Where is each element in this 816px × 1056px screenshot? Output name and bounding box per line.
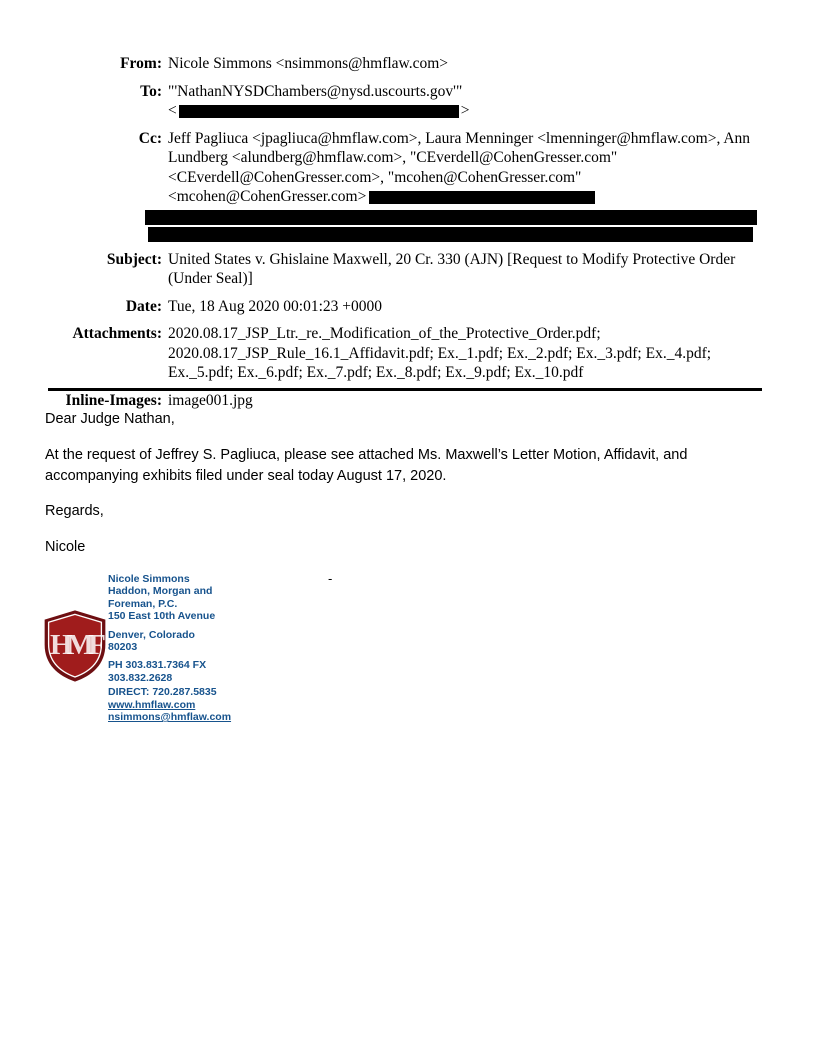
body-paragraph: At the request of Jeffrey S. Pagliuca, please see attached Ms. Maxwell’s Letter Motion, Affidavit, and accompanying exhibits filed under seal today August 17, 2020.	[45, 447, 688, 484]
signature-direct-line: DIRECT: 720.287.5835	[108, 686, 217, 699]
signature-firm-line2: Foreman, P.C.	[108, 597, 178, 610]
header-value-to	[168, 82, 766, 121]
header-label-to: To:	[140, 82, 162, 100]
stray-mark: -	[328, 571, 333, 586]
to-bracket-open: <	[168, 102, 177, 119]
signature-block	[108, 573, 278, 723]
signature-address-line1: 150 East 10th Avenue	[108, 610, 216, 623]
signature-address-line3: 80203	[108, 641, 138, 654]
signature-firm-line1: Haddon, Morgan and	[108, 585, 213, 598]
redaction-bar-cc-block-1	[145, 210, 757, 225]
email-body	[45, 409, 745, 572]
to-address-line1: "'NathanNYSDChambers@nysd.uscourts.gov'"	[168, 82, 463, 100]
email-header	[40, 54, 766, 410]
header-value-inline-images: image001.jpg	[168, 391, 253, 409]
header-body-divider	[48, 388, 762, 391]
signature-website-link[interactable]: www.hmflaw.com	[108, 698, 196, 711]
header-value-from: Nicole Simmons <nsimmons@hmflaw.com>	[168, 55, 449, 72]
header-label-attachments: Attachments:	[72, 325, 162, 342]
signature-name: Nicole Simmons	[108, 573, 190, 585]
salutation: Dear Judge Nathan,	[45, 411, 175, 427]
header-value-date: Tue, 18 Aug 2020 00:01:23 +0000	[168, 297, 382, 315]
to-bracket-close: >	[460, 102, 470, 119]
signature-phone-line1: PH 303.831.7364 FX	[108, 659, 207, 672]
hmf-shield-logo-icon	[42, 609, 108, 683]
signature-phone-line2: 303.832.2628	[108, 671, 173, 684]
cc-address-list: Jeff Pagliuca <jpagliuca@hmflaw.com>, Laura Menninger <lmenninger@hmflaw.com>, Ann Lundberg <alundberg@hmflaw.com>, "CEverdell@CohenGresser.com" <CEverdell@CohenGresser.com>, "mcohen@CohenGresser.com" <mcohen@CohenGresser.com>	[168, 129, 751, 205]
signature-address-line2: Denver, Colorado	[108, 628, 195, 641]
header-label-subject: Subject:	[106, 250, 162, 268]
header-label-inline-images: Inline-Images:	[65, 391, 162, 409]
logo-monogram-text: HMF	[50, 628, 100, 661]
header-value-attachments: 2020.08.17_JSP_Ltr._re._Modification_of_the_Protective_Order.pdf; 2020.08.17_JSP_Rule_16.1_Affidavit.pdf; Ex._1.pdf; Ex._2.pdf; Ex._3.pdf; Ex._4.pdf; Ex._5.pdf; Ex._6.pdf; Ex._7.pdf; Ex._8.pdf; Ex._9.pdf; Ex._10.pdf	[168, 325, 712, 381]
redaction-bar-cc-block-2	[148, 227, 753, 242]
redaction-bar-cc-inline	[369, 191, 595, 204]
header-value-subject: United States v. Ghislaine Maxwell, 20 Cr. 330 (AJN) [Request to Modify Protective Order (Under Seal)]	[168, 250, 736, 287]
header-value-cc	[168, 129, 766, 242]
header-label-date: Date:	[125, 297, 162, 315]
header-label-from: From:	[120, 55, 162, 72]
signature-email-link[interactable]: nsimmons@hmflaw.com	[108, 711, 232, 724]
header-label-cc: Cc:	[138, 129, 162, 147]
signoff: Nicole	[45, 539, 86, 555]
redaction-bar-to	[179, 105, 459, 118]
closing: Regards,	[45, 503, 104, 519]
